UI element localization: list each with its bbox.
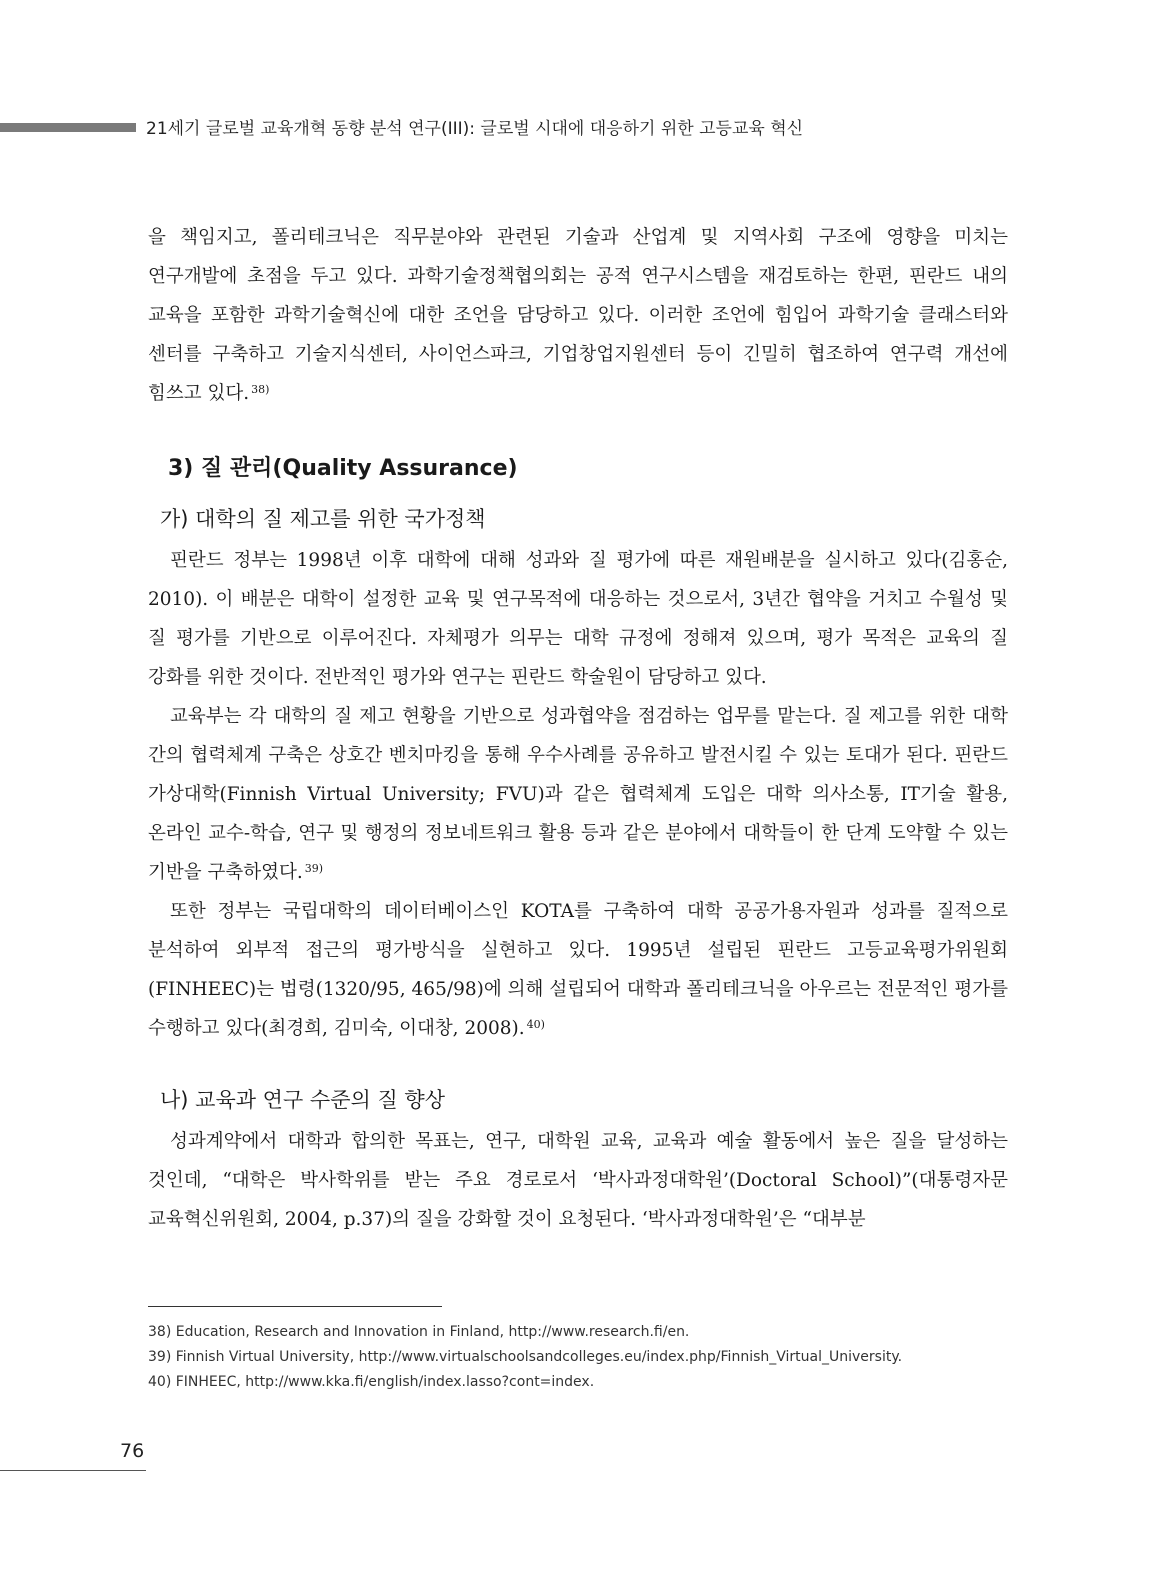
paragraph-text: 을 책임지고, 폴리테크닉은 직무분야와 관련된 기술과 산업계 및 지역사회 구조에 영향을 미치는 연구개발에 초점을 두고 있다. 과학기술정책협의회는 공적 연구시스템을 재검토하는 한편, 핀란드 내의 교육을 포함한 과학기술혁신에 대한 조언을 담당하고 있다. 이러한 조언에 힘입어 과학기술 클래스터와 센터를 구축하고 기술지식센터, 사이언스파크, 기업창업지원센터 등이 긴밀히 협조하여 연구력 개선에 힘쓰고 있다. [148,227,1008,404]
paragraph-text: 또한 정부는 국립대학의 데이터베이스인 KOTA를 구축하여 대학 공공가용자원과 성과를 질적으로 분석하여 외부적 접근의 평가방식을 실현하고 있다. 1995년 설립된 핀란드 고등교육평가위원회(FINHEEC)는 법령(1320/95, 465/98)에 의해 설립되어 대학과 폴리테크닉을 아우르는 전문적인 평가를 수행하고 있다(최경희, 김미숙, 이대창, 2008). [148,901,1008,1039]
footnote-item: 38) Education, Research and Innovation in Finland, http://www.research.fi/en. [148,1324,690,1340]
subsection-heading: 가) 대학의 질 제고를 위한 국가정책 [160,507,486,531]
footnote-item: 39) Finnish Virtual University, http://www.virtualschoolsandcolleges.eu/index.php/Finnish_Virtual_University. [148,1349,903,1365]
subsection-heading: 나) 교육과 연구 수준의 질 향상 [160,1088,446,1112]
paragraph-text: 교육부는 각 대학의 질 제고 현황을 기반으로 성과협약을 점검하는 업무를 맡는다. 질 제고를 위한 대학 간의 협력체계 구축은 상호간 벤치마킹을 통해 우수사례를 공유하고 발전시킬 수 있는 토대가 된다. 핀란드 가상대학(Finnish Virtual University; FVU)과 같은 협력체계 도입은 대학 의사소통, IT기술 활용, 온라인 교수-학습, 연구 및 행정의 정보네트워크 활용 등과 같은 분야에서 대학들이 한 단계 도약할 수 있는 기반을 구축하였다. [148,706,1008,883]
paragraph [148,892,1008,1048]
paragraph [148,541,1008,697]
footnotes [148,1320,1028,1395]
paragraph-text: 핀란드 정부는 1998년 이후 대학에 대해 성과와 질 평가에 따른 재원배분을 실시하고 있다(김홍순, 2010). 이 배분은 대학이 설정한 교육 및 연구목적에 대응하는 것으로서, 3년간 협약을 거치고 수월성 및 질 평가를 기반으로 이루어진다. 자체평가 의무는 대학 규정에 정해져 있으며, 평가 목적은 교육의 질 강화를 위한 것이다. 전반적인 평가와 연구는 핀란드 학술원이 담당하고 있다. [148,550,1008,688]
running-title: 21세기 글로벌 교육개혁 동향 분석 연구(III): 글로벌 시대에 대응하기 위한 고등교육 혁신 [146,119,804,139]
section-heading: 3) 질 관리(Quality Assurance) [168,456,518,481]
paragraph [148,1122,1008,1239]
page-number-rule [0,1470,146,1471]
footnote-ref[interactable]: 40) [526,1018,545,1031]
footnote-item: 40) FINHEEC, http://www.kka.fi/english/index.lasso?cont=index. [148,1374,595,1390]
paragraph-text: 성과계약에서 대학과 합의한 목표는, 연구, 대학원 교육, 교육과 예술 활동에서 높은 질을 달성하는 것인데, “대학은 박사학위를 받는 주요 경로로서 ‘박사과정대학원’(Doctoral School)”(대통령자문 교육혁신위원회, 2004, p.37)의 질을 강화할 것이 요청된다. ‘박사과정대학원’은 “대부분 [148,1131,1008,1230]
page-number: 76 [120,1440,145,1462]
footnote-ref[interactable]: 39) [304,862,324,875]
paragraph [148,697,1008,892]
intro-paragraph [148,218,1008,413]
page-body [148,218,1008,1239]
header-bar [0,123,136,132]
footnote-ref[interactable]: 38) [251,383,270,396]
footnote-divider [148,1306,442,1307]
